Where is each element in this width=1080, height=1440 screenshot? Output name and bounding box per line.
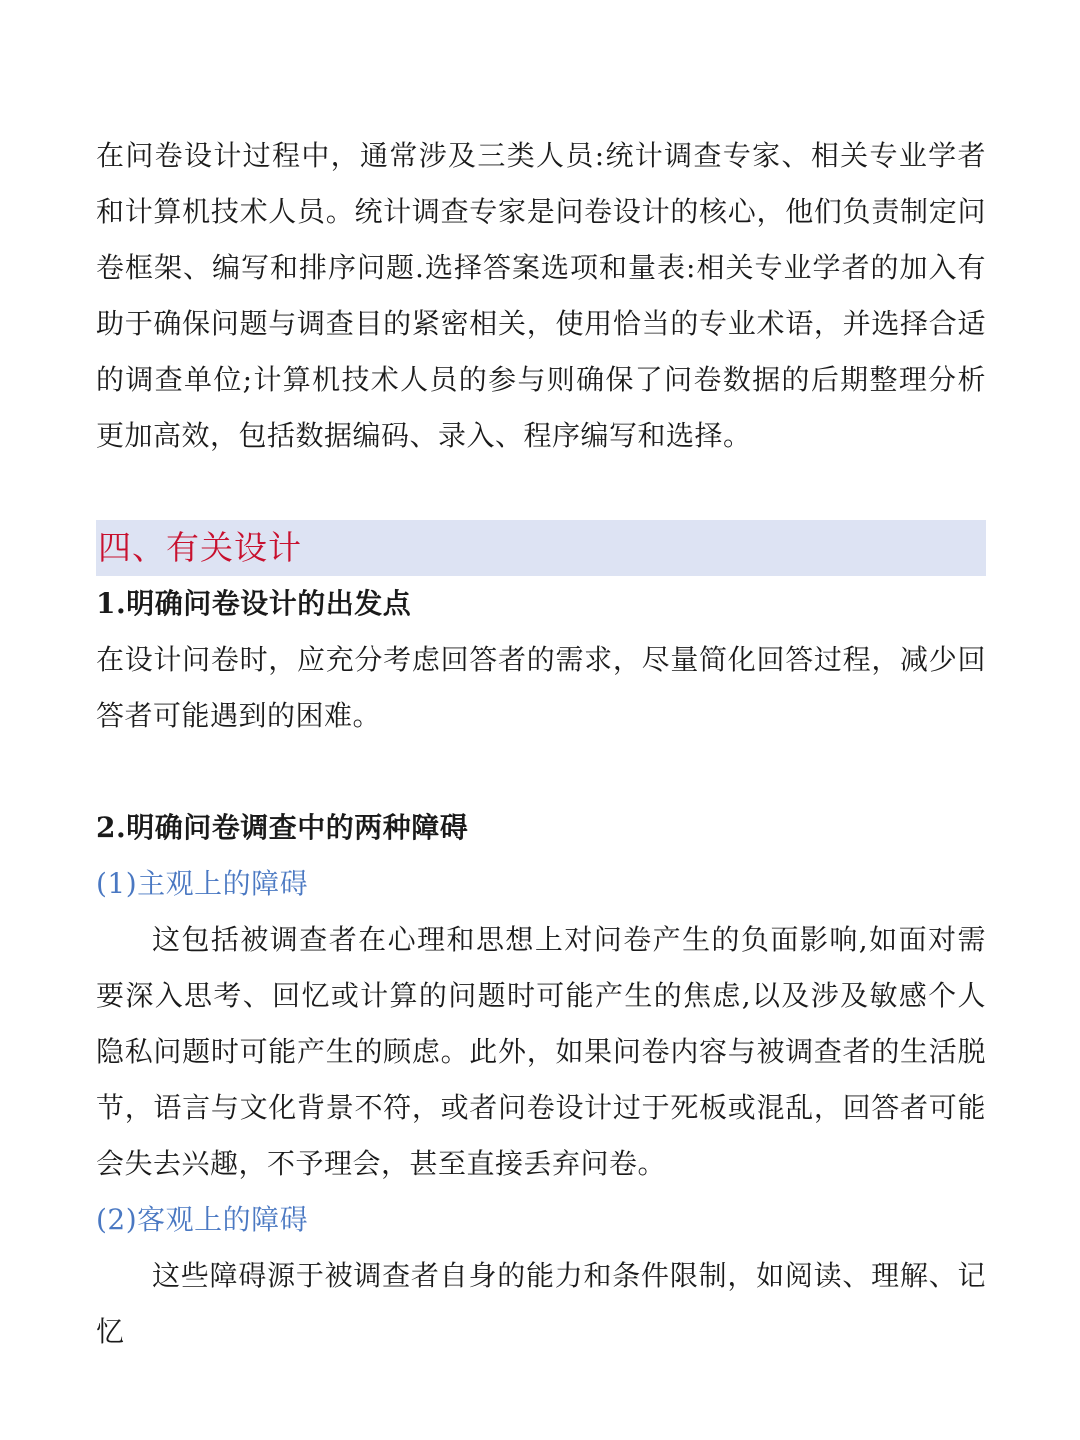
section-heading: 四、有关设计 <box>96 520 986 576</box>
point1-body: 在设计问卷时，应充分考虑回答者的需求，尽量简化回答过程，减少回答者可能遇到的困难。 <box>96 643 986 732</box>
document-page <box>96 128 986 1360</box>
spacer <box>96 744 986 800</box>
objective-obstacle-body: 这些障碍源于被调查者自身的能力和条件限制，如阅读、理解、记忆 <box>96 1259 986 1348</box>
objective-obstacle-title: (2)客观上的障碍 <box>96 1203 309 1236</box>
subjective-obstacle-body: 这包括被调查者在心理和思想上对问卷产生的负面影响,如面对需要深入思考、回忆或计算的问题时可能产生的焦虑,以及涉及敏感个人隐私问题时可能产生的顾虑。此外，如果问卷内容与被调查者的生活脱节，语言与文化背景不符，或者问卷设计过于死板或混乱，回答者可能会失去兴趣，不予理会，甚至直接丢弃问卷。 <box>96 923 986 1180</box>
point2-title: 2.明确问卷调查中的两种障碍 <box>96 811 469 844</box>
intro-paragraph: 在问卷设计过程中，通常涉及三类人员:统计调查专家、相关专业学者和计算机技术人员。统计调查专家是问卷设计的核心，他们负责制定问卷框架、编写和排序问题.选择答案选项和量表:相关专业学者的加入有助于确保问题与调查目的紧密相关，使用恰当的专业术语，并选择合适的调查单位;计算机技术人员的参与则确保了问卷数据的后期整理分析更加高效，包括数据编码、录入、程序编写和选择。 <box>96 139 986 452</box>
subjective-obstacle-title: (1)主观上的障碍 <box>96 867 309 900</box>
point1-title: 1.明确问卷设计的出发点 <box>96 587 412 620</box>
